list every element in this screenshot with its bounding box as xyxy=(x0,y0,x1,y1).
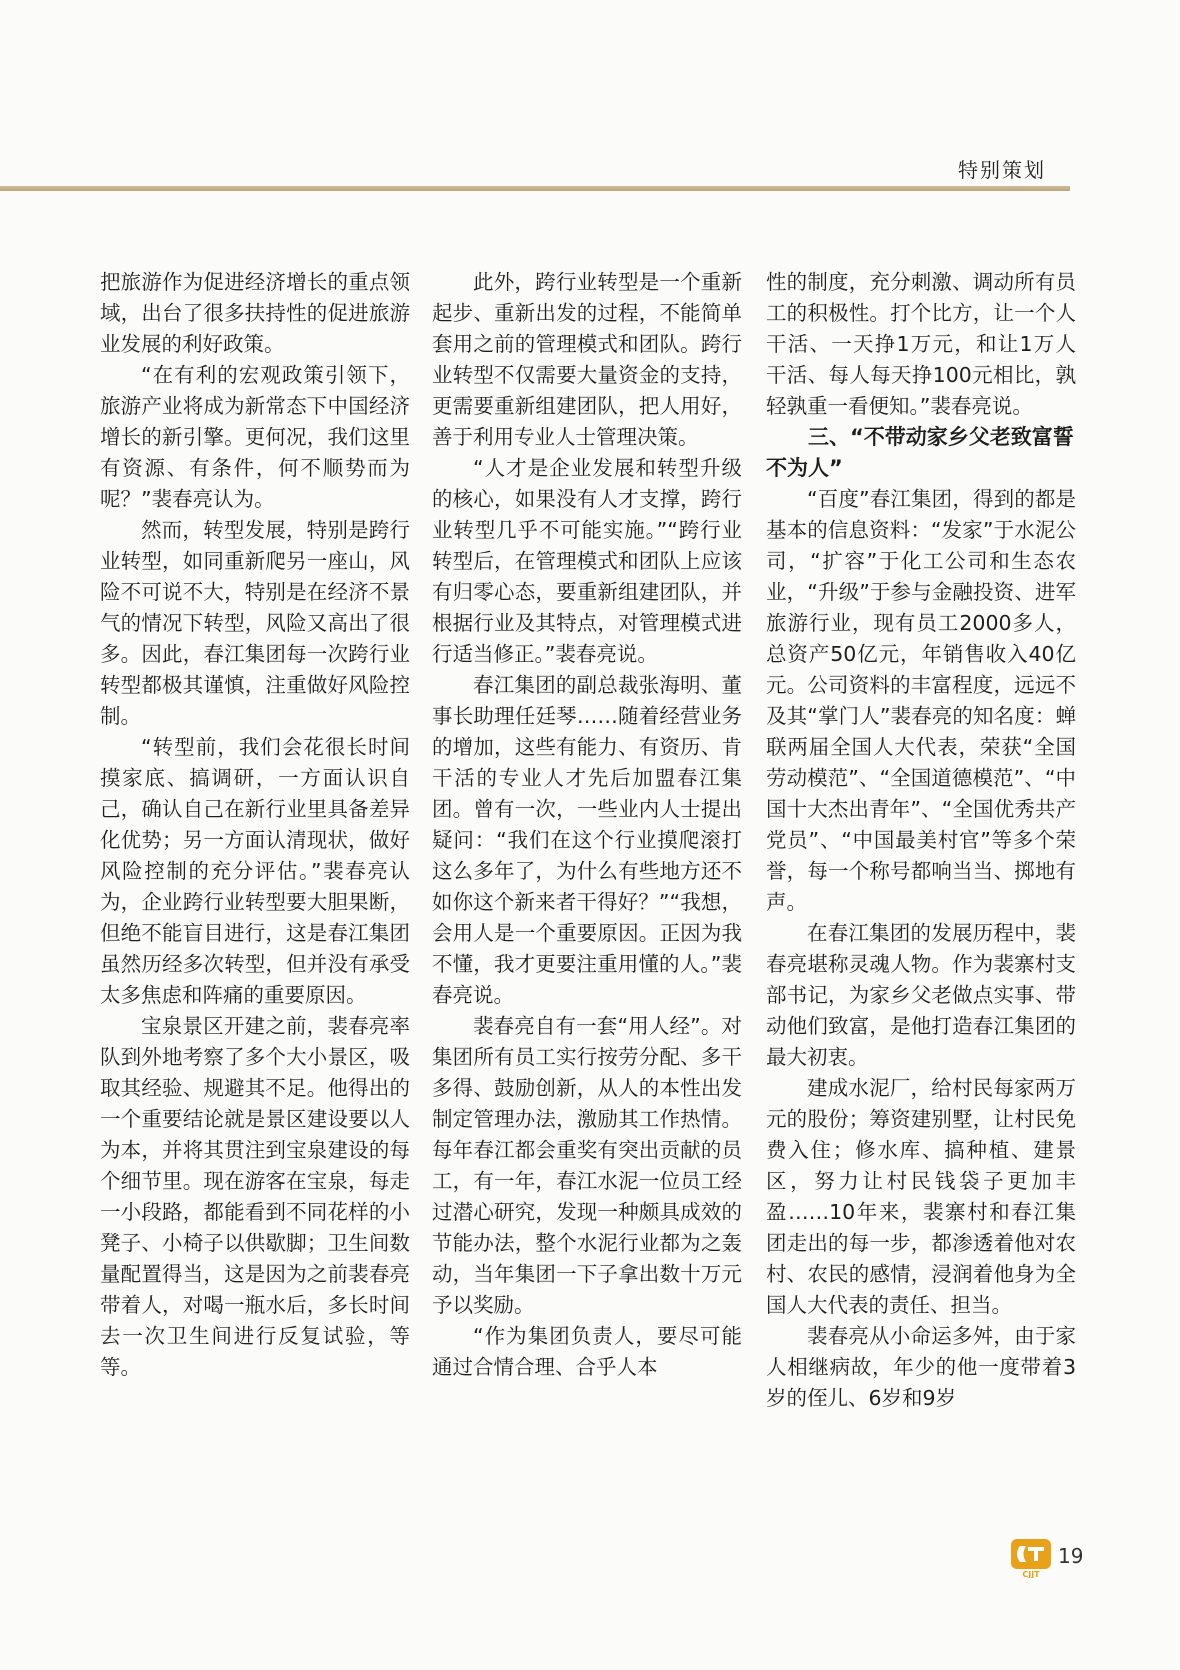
cjjt-logo-icon xyxy=(1010,1538,1052,1578)
paragraph: 春江集团的副总裁张海明、董事长助理任廷琴……随着经营业务的增加，这些有能力、有资历、肯干活的专业人才先后加盟春江集团。曾有一次，一些业内人士提出疑问：“我们在这个行业摸爬滚打这么多年了，为什么有些地方还不如你这个新来者干得好？”“我想，会用人是一个重要原因。正因为我不懂，我才更要注重用懂的人。”裴春亮说。 xyxy=(432,673,742,1007)
paragraph: “百度”春江集团，得到的都是基本的信息资料：“发家”于水泥公司，“扩容”于化工公司和生态农业，“升级”于参与金融投资、进军旅游行业，现有员工2000多人，总资产50亿元，年销售收入40亿元。公司资料的丰富程度，远远不及其“掌门人”裴春亮的知名度：蝉联两届全国人大代表，荣获“全国劳动模范”、“全国道德模范”、“中国十大杰出青年”、“全国优秀共产党员”、“中国最美村官”等多个荣誉，每一个称号都响当当、掷地有声。 xyxy=(766,487,1076,914)
subheading: 三、“不带动家乡父老致富誓不为人” xyxy=(766,425,1074,480)
paragraph: “转型前，我们会花很长时间摸家底、搞调研，一方面认识自己，确认自己在新行业里具备差异化优势；另一方面认清现状，做好风险控制的充分评估。”裴春亮认为，企业跨行业转型要大胆果断，但绝不能盲目进行，这是春江集团虽然历经多次转型，但并没有承受太多焦虑和阵痛的重要原因。 xyxy=(100,735,410,1007)
paragraph: 建成水泥厂，给村民每家两万元的股份；筹资建别墅，让村民免费入住；修水库、搞种植、建景区，努力让村民钱袋子更加丰盈……10年来，裴寨村和春江集团走出的每一步，都渗透着他对农村、农民的感情，浸润着他身为全国人大代表的责任、担当。 xyxy=(766,1076,1076,1317)
section-title: 特别策划 xyxy=(958,158,1046,182)
paragraph: 裴春亮自有一套“用人经”。对集团所有员工实行按劳分配、多干多得、鼓励创新，从人的本性出发制定管理办法，激励其工作热情。每年春江都会重奖有突出贡献的员工，有一年，春江水泥一位员工经过潜心研究，发现一种颇具成效的节能办法，整个水泥行业都为之轰动，当年集团一下子拿出数十万元予以奖励。 xyxy=(432,1014,742,1317)
header-rule xyxy=(0,186,1070,191)
paragraph: “人才是企业发展和转型升级的核心，如果没有人才支撑，跨行业转型几乎不可能实施。”“跨行业转型后，在管理模式和团队上应该有归零心态，要重新组建团队，并根据行业及其特点，对管理模式进行适当修正。”裴春亮说。 xyxy=(432,456,742,666)
column-1 xyxy=(100,267,410,1383)
paragraph: 此外，跨行业转型是一个重新起步、重新出发的过程，不能简单套用之前的管理模式和团队。跨行业转型不仅需要大量资金的支持，更需要重新组建团队，把人用好，善于利用专业人士管理决策。 xyxy=(432,270,742,449)
paragraph: 在春江集团的发展历程中，裴春亮堪称灵魂人物。作为裴寨村支部书记，为家乡父老做点实事、带动他们致富，是他打造春江集团的最大初衷。 xyxy=(766,921,1076,1069)
paragraph: 裴春亮从小命运多舛，由于家人相继病故，年少的他一度带着3岁的侄儿、6岁和9岁 xyxy=(766,1324,1076,1410)
column-2 xyxy=(432,267,742,1383)
page-number: 19 xyxy=(1058,1544,1084,1568)
paragraph: “在有利的宏观政策引领下，旅游产业将成为新常态下中国经济增长的新引擎。更何况，我们这里有资源、有条件，何不顺势而为呢？”裴春亮认为。 xyxy=(100,363,410,511)
paragraph: 宝泉景区开建之前，裴春亮率队到外地考察了多个大小景区，吸取其经验、规避其不足。他得出的一个重要结论就是景区建设要以人为本，并将其贯注到宝泉建设的每个细节里。现在游客在宝泉，每走一小段路，都能看到不同花样的小凳子、小椅子以供歇脚；卫生间数量配置得当，这是因为之前裴春亮带着人，对喝一瓶水后，多长时间去一次卫生间进行反复试验，等等。 xyxy=(100,1014,410,1379)
paragraph: 把旅游作为促进经济增长的重点领域，出台了很多扶持性的促进旅游业发展的利好政策。 xyxy=(100,270,410,356)
paragraph: 然而，转型发展，特别是跨行业转型，如同重新爬另一座山，风险不可说不大，特别是在经济不景气的情况下转型，风险又高出了很多。因此，春江集团每一次跨行业转型都极其谨慎，注重做好风险控制。 xyxy=(100,518,410,728)
logo-text: CJJT xyxy=(1022,1570,1040,1578)
paragraph: 性的制度，充分刺激、调动所有员工的积极性。打个比方，让一个人干活、一天挣1万元，和让1万人干活、每人每天挣100元相比，孰轻孰重一看便知。”裴春亮说。 xyxy=(766,270,1076,418)
paragraph: “作为集团负责人，要尽可能通过合情合理、合乎人本 xyxy=(432,1324,742,1379)
column-3 xyxy=(766,267,1076,1414)
